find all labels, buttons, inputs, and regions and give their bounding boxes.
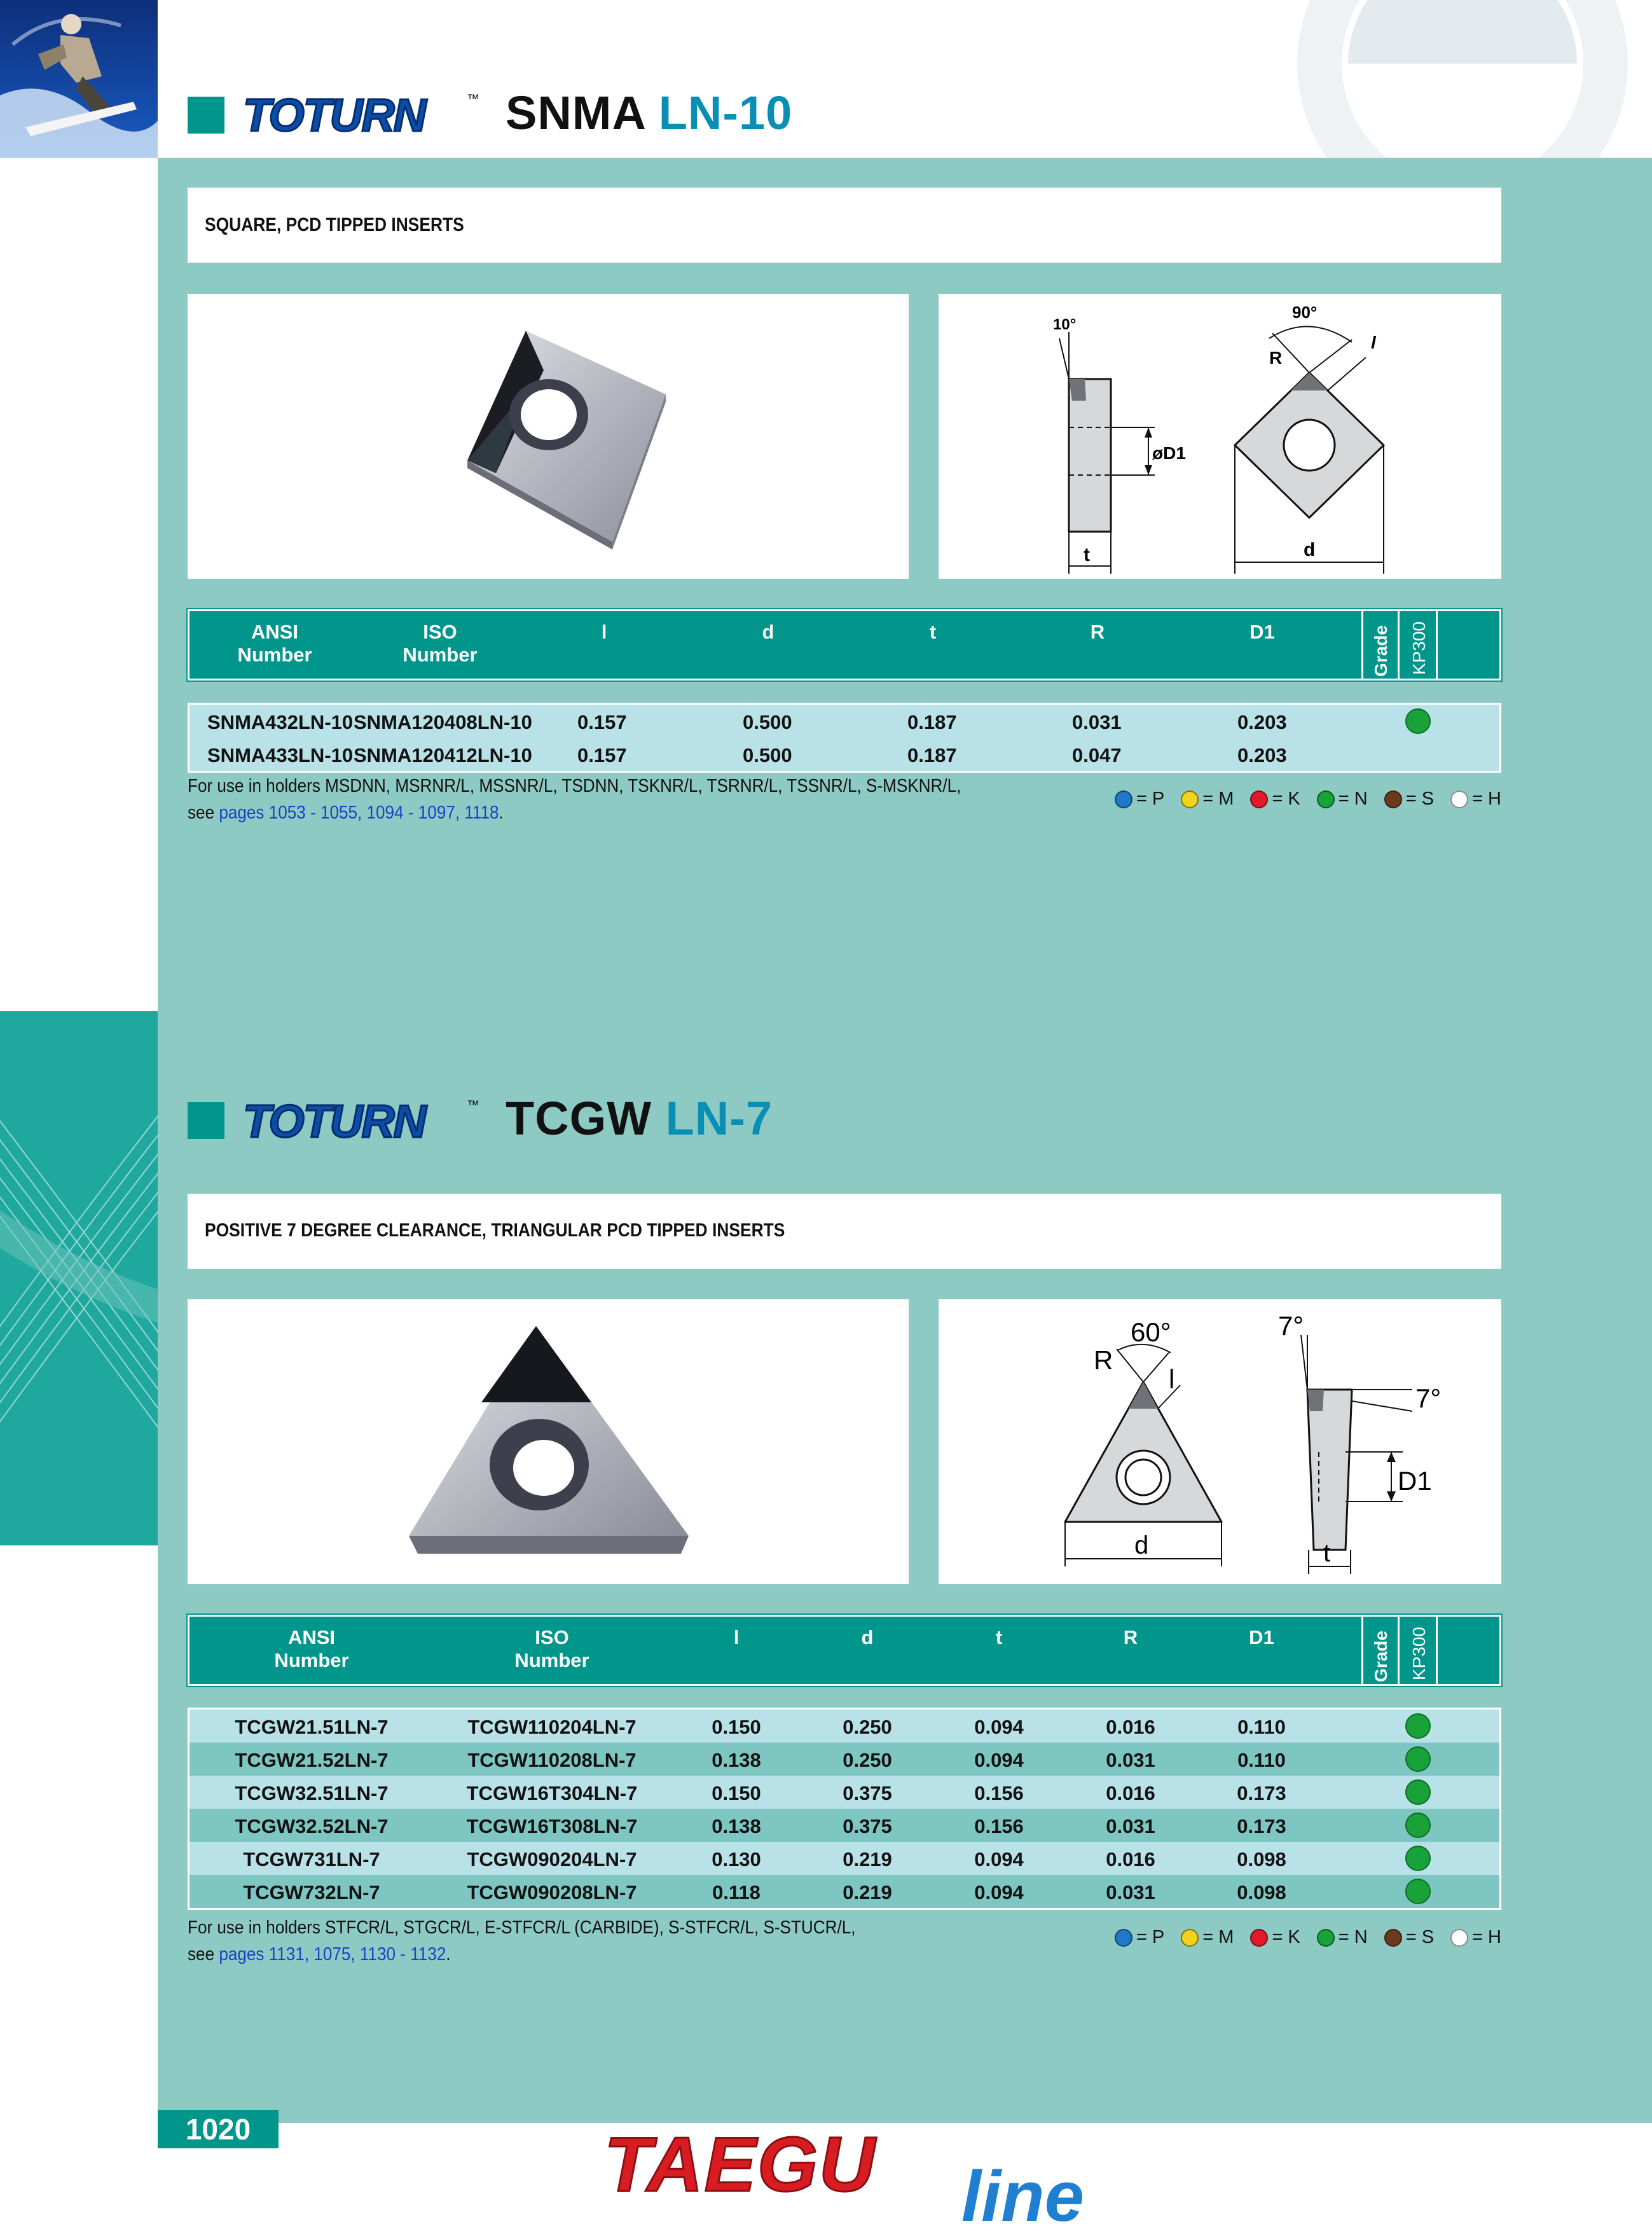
col-d1: D1 [1249,621,1275,643]
technical-drawing-triangle [939,1299,1501,1584]
cell-d1: 0.173 [1237,1815,1286,1837]
cell-ansi: TCGW32.51LN-7 [235,1782,389,1804]
table-row [189,1710,1499,1743]
col-t: t [929,621,937,643]
col-r: R [1123,1626,1138,1648]
table-row [189,1809,1499,1842]
legend-label: = P [1136,789,1165,809]
svg-text:™: ™ [467,1098,479,1112]
cell-d1: 0.173 [1237,1782,1286,1804]
cell-d: 0.375 [843,1782,892,1804]
cell-l: 0.118 [712,1881,761,1903]
product-title [506,86,792,140]
grade-kp300-dot [1405,1813,1431,1838]
cell-t: 0.094 [974,1749,1024,1771]
dim-d1-label: D1 [1398,1466,1432,1496]
cell-t: 0.156 [974,1782,1024,1804]
cell-iso: TCGW110208LN-7 [467,1749,637,1771]
dim-t-label: t [1084,544,1090,565]
product-suffix: LN-7 [665,1092,773,1145]
cell-t: 0.187 [907,711,957,733]
section-description: POSITIVE 7 DEGREE CLEARANCE, TRIANGULAR PCD TIPPED INSERTS [205,1220,785,1241]
svg-text:line: line [961,2157,1084,2231]
legend-color-dot [1450,791,1468,808]
cell-d1: 0.110 [1237,1749,1286,1771]
cell-d: 0.375 [843,1815,892,1837]
product-code: SNMA [506,86,645,139]
legend-color-dot [1250,791,1268,808]
legend-color-dot [1250,1929,1268,1947]
snowboarder-photo [0,0,158,158]
legend-item [1115,789,1164,810]
cell-ansi: TCGW731LN-7 [243,1848,380,1870]
legend-color-dot [1115,1929,1132,1947]
decorative-wave-graphic [0,1011,158,1545]
legend-color-dot [1384,791,1402,808]
legend-label: = M [1202,789,1234,809]
insert-photo-square [188,294,909,579]
product-code: TCGW [506,1092,652,1145]
grade-kp300-dot [1405,1846,1431,1871]
cell-r: 0.031 [1072,711,1122,733]
cell-l: 0.150 [712,1782,761,1804]
toturn-logo [240,1094,482,1151]
legend-label: = K [1272,1927,1300,1947]
legend-color-dot [1450,1929,1468,1947]
cell-t: 0.094 [974,1881,1024,1903]
cell-l: 0.130 [712,1848,761,1870]
col-ansi-sub: Number [237,644,312,666]
col-grade: Grade [1371,625,1391,677]
cell-iso: SNMA120408LN-10 [354,711,532,733]
cell-d: 0.219 [843,1848,892,1870]
legend-item [1317,1927,1368,1948]
cell-d: 0.250 [843,1716,892,1738]
dim-angle-label: 60° [1131,1317,1171,1347]
cell-l: 0.157 [577,711,627,733]
note-end: . [446,1944,451,1965]
legend-item [1181,1927,1234,1948]
col-d: d [861,1626,874,1648]
cell-iso: TCGW090208LN-7 [467,1881,637,1903]
technical-drawing-square [939,294,1501,579]
holders-note-text: For use in holders MSDNN, MSRNR/L, MSSNR/L, TSDNN, TSKNR/L, TSRNR/L, TSSNR/L, S-MSKNR/L, [188,776,961,796]
cell-d: 0.500 [743,744,792,766]
cell-iso: TCGW110204LN-7 [467,1716,637,1738]
dim-clearance2-label: 7° [1415,1383,1442,1413]
col-grade: Grade [1371,1631,1391,1682]
col-r: R [1090,621,1105,643]
cell-d1: 0.203 [1237,744,1287,766]
col-kp300: KP300 [1409,621,1429,675]
col-t: t [995,1626,1003,1648]
col-iso-sub: Number [403,644,478,666]
legend-item [1384,1927,1434,1948]
legend-item [1115,1927,1164,1948]
col-iso: ISO [423,621,457,643]
legend-item [1384,789,1434,810]
spec-table-tcgw [188,1708,1501,1910]
holders-note-text: For use in holders STFCR/L, STGCR/L, E-STFCR/L (CARBIDE), S-STFCR/L, S-STUCR/L, [188,1917,856,1938]
grade-kp300-dot [1405,708,1431,734]
dim-clearance-label: 7° [1278,1311,1304,1341]
legend-label: = N [1338,1927,1368,1947]
page-number: 1020 [158,2110,279,2148]
cell-ansi: TCGW32.52LN-7 [235,1815,389,1837]
cell-r: 0.031 [1106,1815,1155,1837]
note-see: see [188,1944,219,1965]
panel-extension [1503,158,1652,1081]
cell-d: 0.250 [843,1749,892,1771]
legend-color-dot [1384,1929,1402,1947]
cell-t: 0.094 [974,1716,1024,1738]
cell-iso: TCGW090204LN-7 [467,1848,637,1870]
legend-label: = K [1272,789,1300,809]
title-marker [188,1102,224,1139]
grade-kp300-dot [1405,1746,1431,1772]
cell-ansi: SNMA433LN-10 [207,744,354,766]
dim-d-label: d [1304,539,1316,560]
cell-iso: TCGW16T304LN-7 [466,1782,638,1804]
legend-item [1450,1927,1501,1948]
note-end: . [499,803,504,823]
grade-kp300-dot [1405,1779,1431,1805]
col-ansi-sub: Number [274,1649,349,1671]
holders-note [188,1914,855,1968]
cell-d1: 0.098 [1237,1848,1286,1870]
col-ansi: ANSI [251,621,299,643]
grade-kp300-dot [1405,1713,1431,1739]
cell-l: 0.138 [712,1749,761,1771]
legend-label: = H [1472,789,1501,809]
legend-color-dot [1317,791,1335,808]
cell-r: 0.016 [1106,1716,1155,1738]
cell-l: 0.157 [577,744,627,766]
col-d1: D1 [1249,1626,1274,1648]
legend-item [1450,789,1501,810]
dim-l-label: l [1371,333,1376,352]
legend-label: = S [1405,1927,1435,1947]
cell-r: 0.047 [1072,744,1122,766]
cell-d1: 0.098 [1237,1881,1286,1903]
legend-label: = H [1472,1927,1501,1947]
dim-d1-label: øD1 [1152,443,1186,463]
insert-photo-triangle [188,1299,909,1584]
dim-l-label: l [1169,1364,1175,1394]
cell-d: 0.219 [843,1881,892,1903]
cell-iso: TCGW16T308LN-7 [466,1815,638,1837]
cell-d1: 0.203 [1237,711,1287,733]
cell-ansi: TCGW21.51LN-7 [235,1716,389,1738]
svg-text:TAEGU: TAEGU [604,2121,876,2207]
dim-r-label: R [1269,348,1283,368]
section-description: SQUARE, PCD TIPPED INSERTS [205,214,464,235]
spec-table-snma [188,703,1501,773]
dim-t-label: t [1323,1539,1331,1567]
svg-text:TOTURN: TOTURN [243,1096,425,1147]
table-row [189,1776,1499,1809]
toturn-logo [240,88,482,145]
table-row [189,1743,1499,1776]
legend-item [1250,1927,1300,1948]
col-iso-sub: Number [514,1649,589,1671]
col-l: l [601,621,607,643]
legend-label: = P [1136,1927,1165,1947]
legend-label: = S [1405,789,1435,809]
product-suffix: LN-10 [658,86,793,139]
grade-kp300-dot [1405,1879,1431,1904]
cell-r: 0.031 [1106,1749,1155,1771]
cell-r: 0.031 [1106,1881,1155,1903]
cell-r: 0.016 [1106,1782,1155,1804]
dim-d-label: d [1134,1531,1149,1559]
legend-item [1317,789,1368,810]
taegu-line-logo [598,2111,1195,2231]
spec-table-header [188,1615,1501,1686]
table-row [189,1842,1499,1875]
dim-clearance-label: 10° [1053,316,1077,333]
material-legend [1115,1927,1501,1948]
table-row [189,1875,1499,1908]
cell-d1: 0.110 [1237,1716,1286,1738]
legend-label: = N [1338,789,1368,809]
cell-iso: SNMA120412LN-10 [354,744,532,766]
cell-t: 0.187 [907,744,957,766]
dim-angle-label: 90° [1292,303,1318,322]
svg-text:™: ™ [467,92,479,106]
product-title [506,1091,773,1145]
svg-text:TOTURN: TOTURN [243,90,425,141]
table-row [189,705,1499,738]
cell-t: 0.094 [974,1848,1024,1870]
cell-r: 0.016 [1106,1848,1155,1870]
cell-l: 0.138 [712,1815,761,1837]
col-ansi: ANSI [287,1626,336,1648]
legend-label: = M [1202,1927,1234,1947]
legend-color-dot [1115,791,1132,808]
legend-item [1181,789,1234,810]
col-l: l [733,1626,740,1648]
background-disc-graphic [1272,0,1652,158]
cell-d: 0.500 [743,711,792,733]
col-iso: ISO [535,1626,569,1648]
material-legend [1115,789,1501,810]
cell-ansi: TCGW21.52LN-7 [235,1749,389,1771]
col-kp300: KP300 [1409,1627,1429,1681]
spec-table-header [188,609,1501,680]
page-reference-link[interactable]: pages 1053 - 1055, 1094 - 1097, 1118 [219,803,499,823]
legend-color-dot [1181,791,1199,808]
holders-note [188,773,961,826]
col-d: d [762,621,774,643]
legend-color-dot [1181,1929,1199,1947]
title-marker [188,97,224,134]
note-see: see [188,803,219,823]
legend-item [1250,789,1300,810]
cell-ansi: TCGW732LN-7 [243,1881,380,1903]
cell-ansi: SNMA432LN-10 [207,711,354,733]
dim-r-label: R [1094,1345,1113,1375]
cell-l: 0.150 [712,1716,761,1738]
cell-t: 0.156 [974,1815,1024,1837]
page-reference-link[interactable]: pages 1131, 1075, 1130 - 1132 [219,1944,446,1965]
table-row [189,738,1499,771]
legend-color-dot [1317,1929,1335,1947]
